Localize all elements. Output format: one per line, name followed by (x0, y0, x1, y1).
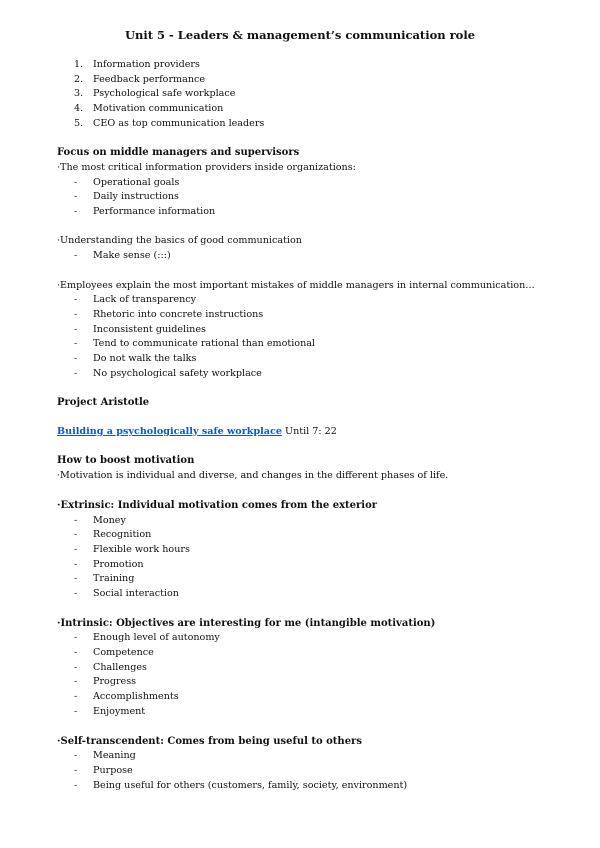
paragraph: ·Understanding the basics of good communication (57, 235, 302, 246)
paragraph: ·The most critical information providers inside organizations: (57, 162, 356, 173)
list-item: Purpose (93, 765, 133, 776)
list-item: Lack of transparency (93, 294, 197, 305)
dash: - (74, 662, 78, 673)
dash: - (74, 691, 78, 702)
list-item: Accomplishments (93, 691, 179, 702)
dash: - (74, 632, 78, 643)
dash: - (74, 573, 78, 584)
list-item: Make sense (:::) (93, 250, 171, 261)
dash: - (74, 676, 78, 687)
section-heading-focus: Focus on middle managers and supervisors (57, 147, 300, 158)
paragraph: ·Motivation is individual and diverse, and changes in the different phases of life. (57, 470, 449, 481)
list-item: Performance information (93, 206, 216, 217)
list-item: Feedback performance (93, 74, 206, 85)
list-item: Challenges (93, 662, 147, 673)
psych-safe-workplace-link[interactable]: Building a psychologically safe workplace (57, 426, 282, 437)
dash: - (74, 529, 78, 540)
dash: - (74, 177, 78, 188)
list-item: Tend to communicate rational than emotional (93, 338, 316, 349)
list-item: Inconsistent guidelines (93, 324, 206, 335)
list-item: Do not walk the talks (93, 353, 197, 364)
dash: - (74, 353, 78, 364)
dash: - (74, 559, 78, 570)
list-item: Rhetoric into concrete instructions (93, 309, 264, 320)
list-number: 2. (74, 74, 84, 85)
section-heading-transcendent: ·Self-transcendent: Comes from being useful to others (57, 736, 362, 747)
link-line (57, 426, 337, 438)
list-item: Enjoyment (93, 706, 146, 717)
list-item: Psychological safe workplace (93, 88, 236, 99)
dash: - (74, 544, 78, 555)
section-heading-motivation: How to boost motivation (57, 455, 195, 466)
dash: - (74, 324, 78, 335)
dash: - (74, 647, 78, 658)
list-item: Competence (93, 647, 154, 658)
page-title: Unit 5 - Leaders & management’s communication role (124, 28, 476, 42)
list-item: Promotion (93, 559, 144, 570)
list-number: 4. (74, 103, 84, 114)
list-item: Progress (93, 676, 137, 687)
list-item: Being useful for others (customers, family, society, environment) (93, 780, 408, 791)
list-item: Enough level of autonomy (93, 632, 220, 643)
dash: - (74, 765, 78, 776)
list-item: CEO as top communication leaders (93, 118, 265, 129)
list-item: No psychological safety workplace (93, 368, 262, 379)
dash: - (74, 515, 78, 526)
list-item: Training (93, 573, 135, 584)
link-suffix: Until 7: 22 (281, 426, 337, 437)
list-number: 3. (74, 88, 84, 99)
dash: - (74, 191, 78, 202)
paragraph: ·Employees explain the most important mistakes of middle managers in internal communication… (57, 280, 535, 291)
list-item: Money (93, 515, 126, 526)
dash: - (74, 588, 78, 599)
list-item: Recognition (93, 529, 152, 540)
dash: - (74, 706, 78, 717)
section-heading-intrinsic: ·Intrinsic: Objectives are interesting for me (intangible motivation) (57, 618, 436, 629)
dash: - (74, 294, 78, 305)
dash: - (74, 250, 78, 261)
section-heading-aristotle: Project Aristotle (57, 397, 150, 408)
list-number: 1. (74, 59, 84, 70)
dash: - (74, 309, 78, 320)
dash: - (74, 750, 78, 761)
dash: - (74, 206, 78, 217)
list-item: Information providers (93, 59, 200, 70)
list-item: Operational goals (93, 177, 180, 188)
list-number: 5. (74, 118, 84, 129)
list-item: Social interaction (93, 588, 179, 599)
section-heading-extrinsic: ·Extrinsic: Individual motivation comes from the exterior (57, 500, 378, 511)
list-item: Meaning (93, 750, 136, 761)
dash: - (74, 368, 78, 379)
list-item: Motivation communication (93, 103, 224, 114)
dash: - (74, 780, 78, 791)
list-item: Daily instructions (93, 191, 179, 202)
list-item: Flexible work hours (93, 544, 190, 555)
dash: - (74, 338, 78, 349)
